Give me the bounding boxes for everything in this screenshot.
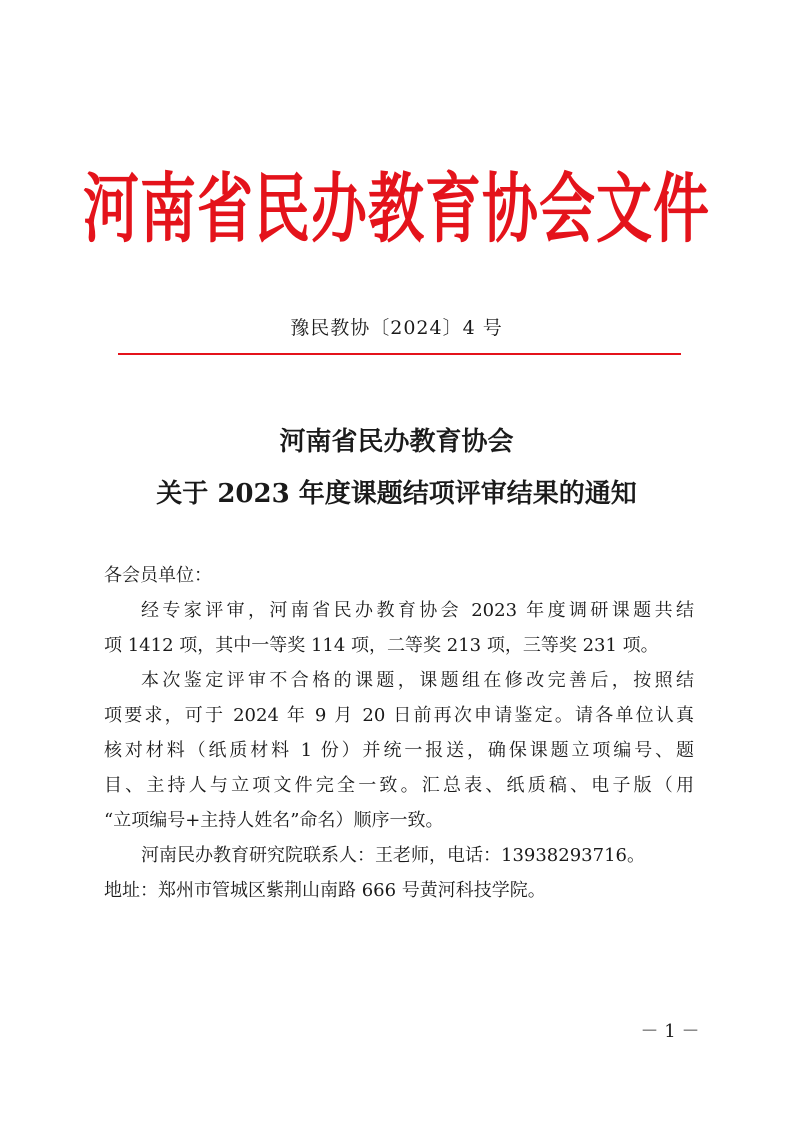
paragraph-1 xyxy=(104,593,694,663)
salutation: 各会员单位： xyxy=(104,565,212,586)
paragraph-line: 经专家评审，河南省民办教育协会 2023 年度调研课题共结 xyxy=(141,600,694,621)
notice-body xyxy=(104,558,694,908)
notice-title-line-2: 关于 2023 年度课题结项评审结果的通知 xyxy=(156,479,637,509)
paragraph-line: 目、主持人与立项文件完全一致。汇总表、纸质稿、电子版（用 xyxy=(104,775,694,796)
address-line: 地址：郑州市管城区紫荆山南路 666 号黄河科技学院。 xyxy=(104,880,546,901)
masthead: 河南省民办教育协会文件 xyxy=(83,166,710,254)
page-number: － 1 － xyxy=(640,1021,700,1042)
paragraph-line: 项 1412 项，其中一等奖 114 项，二等奖 213 项，三等奖 231 项。 xyxy=(104,635,659,656)
paragraph-line: 项要求，可于 2024 年 9 月 20 日前再次申请鉴定。请各单位认真 xyxy=(104,705,694,726)
paragraph-line: 本次鉴定评审不合格的课题，课题组在修改完善后，按照结 xyxy=(141,670,694,691)
red-divider xyxy=(118,353,681,355)
paragraph-3 xyxy=(104,838,694,908)
paragraph-line: 核对材料（纸质材料 1 份）并统一报送，确保课题立项编号、题 xyxy=(104,740,694,761)
notice-title-line-1: 河南省民办教育协会 xyxy=(279,427,514,457)
paragraph-line: “立项编号+主持人姓名”命名）顺序一致。 xyxy=(104,810,444,831)
document-number: 豫民教协〔2024〕4 号 xyxy=(290,317,503,339)
contact-line: 河南民办教育研究院联系人：王老师，电话：13938293716。 xyxy=(141,845,645,866)
paragraph-2 xyxy=(104,663,694,838)
